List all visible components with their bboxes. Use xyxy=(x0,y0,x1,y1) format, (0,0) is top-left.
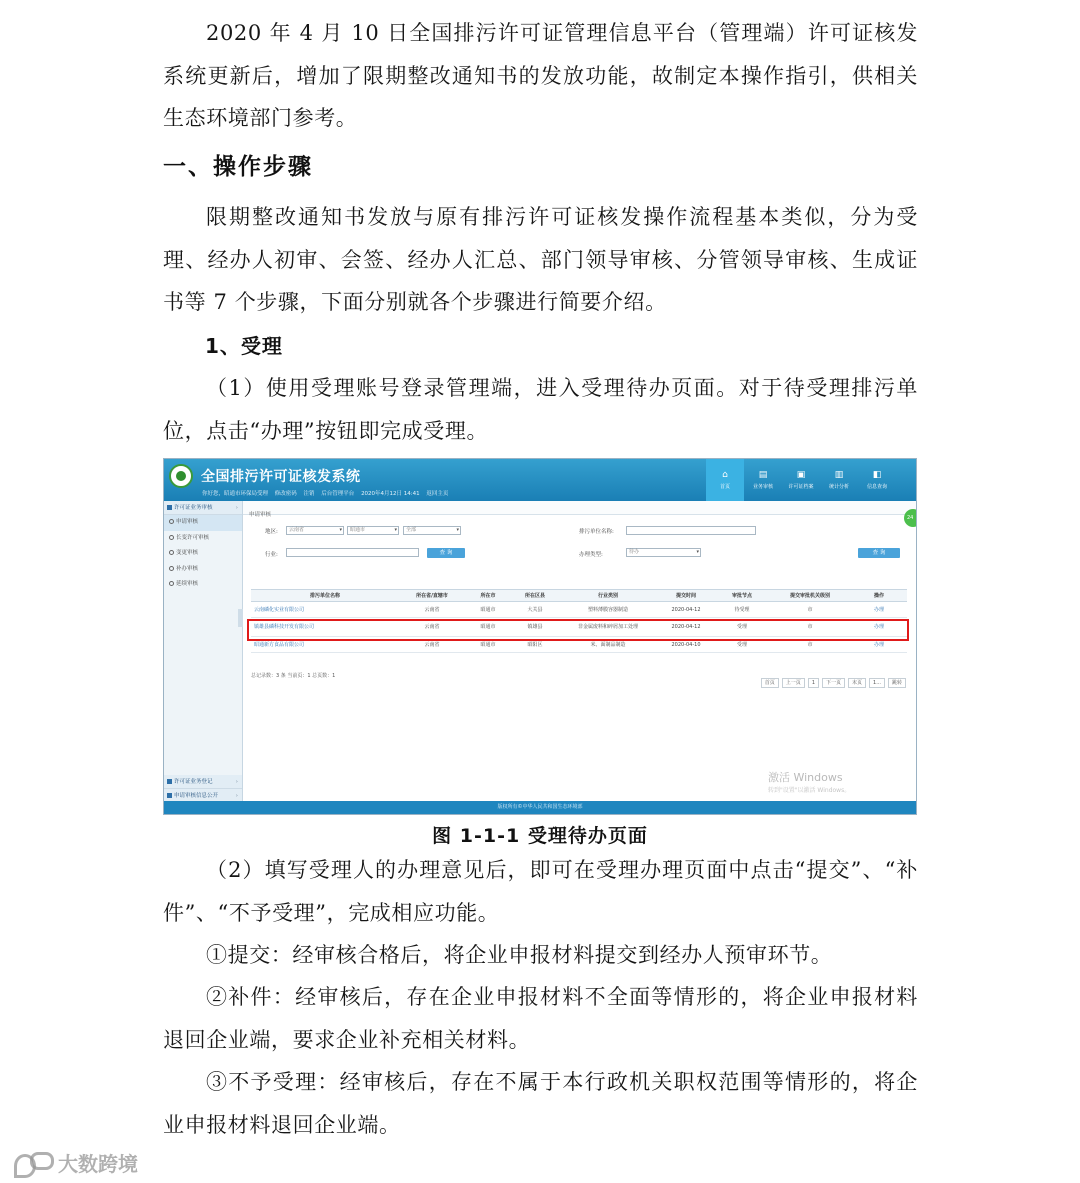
unit-name-link[interactable]: 镇雄县磷科技开发有限公司 xyxy=(251,618,399,637)
paragraph-steps: 限期整改通知书发放与原有排污许可证核发操作流程基本类似，分为受理、经办人初审、会签、经办人汇总、部门领导审核、分管领导审核、生成证书等 7 个步骤，下面分别就各个步骤进行简要介绍。 xyxy=(163,205,918,314)
pager-jump[interactable]: 跳转 xyxy=(888,678,906,688)
folder-icon xyxy=(167,793,172,798)
subsection-heading: 1、受理 xyxy=(205,334,283,358)
radio-icon xyxy=(169,519,174,524)
float-bubble-icon[interactable]: 24 xyxy=(904,509,917,527)
pager-next[interactable]: 下一页 xyxy=(822,678,845,688)
paragraph-step1: （1）使用受理账号登录管理端，进入受理待办页面。对于待受理排污单位，点击“办理”按钮即完成受理。 xyxy=(163,376,918,443)
logo-icon xyxy=(169,464,193,488)
column-header: 提交时间 xyxy=(657,590,715,602)
nav-home[interactable]: ⌂ 首页 xyxy=(706,459,744,501)
app-title: 全国排污许可证核发系统 xyxy=(201,469,361,485)
sidebar-item[interactable]: 变更审核 xyxy=(164,546,242,562)
table-cell: 云南省 xyxy=(399,637,465,653)
table-cell: 2020-04-12 xyxy=(657,618,715,637)
app-footer: 版权所有©中华人民共和国生态环境部 xyxy=(164,801,916,814)
paragraph-intro: 2020 年 4 月 10 日全国排污许可证管理信息平台（管理端）许可证核发系统更新后，增加了限期整改通知书的发放功能，故制定本操作指引，供相关生态环境部门参考。 xyxy=(163,21,918,130)
table-cell: 昭阳区 xyxy=(511,637,559,653)
user-greeting: 你好您，昭通市环保局受理 xyxy=(202,491,269,497)
paragraph-submit: ①提交：经审核合格后，将企业申报材料提交到经办人预审环节。 xyxy=(206,943,833,967)
industry-input[interactable] xyxy=(286,548,419,557)
figure-screenshot xyxy=(163,458,917,815)
unit-name-link[interactable]: 昭通新方食品有限公司 xyxy=(251,637,399,653)
sidebar-group-review[interactable]: 许可证业务审核 › xyxy=(164,501,242,515)
activation-watermark-sub: 转到"设置"以激活 Windows。 xyxy=(768,787,851,794)
column-header: 所在市 xyxy=(465,590,511,602)
table-cell: 大关县 xyxy=(511,602,559,618)
nav-info-query[interactable]: ◧ 信息查询 xyxy=(866,470,887,490)
table-cell: 塑料薄膜容器制造 xyxy=(559,602,657,618)
table-cell: 昭通市 xyxy=(465,637,511,653)
unit-name-link[interactable]: 云南磷化实业有限公司 xyxy=(251,602,399,618)
nav-permit-archive[interactable]: ▣ 许可证档案 xyxy=(788,470,814,490)
industry-label: 行业: xyxy=(265,552,278,558)
datetime: 2020年4月12日 14:41 xyxy=(361,491,420,497)
nav-statistics[interactable]: ▥ 统计分析 xyxy=(828,470,849,490)
sidebar-item[interactable]: 延续审核 xyxy=(164,577,242,593)
table-cell: 市 xyxy=(769,637,851,653)
status-select[interactable]: 待办 ▾ xyxy=(626,548,701,557)
sidebar-bottom xyxy=(164,775,242,803)
table-cell: 待受理 xyxy=(715,602,769,618)
paragraph-reject: ③不予受理：经审核后，存在不属于本行政机关职权范围等情形的，将企业申报材料退回企业端。 xyxy=(163,1070,918,1137)
table-row xyxy=(251,602,907,618)
table-cell: 受理 xyxy=(715,637,769,653)
handle-link[interactable]: 办理 xyxy=(851,637,907,653)
pager-prev[interactable]: 上一页 xyxy=(782,678,805,688)
section-heading: 一、操作步骤 xyxy=(163,154,313,180)
brand-logo-icon xyxy=(12,1150,54,1176)
table-cell: 云南省 xyxy=(399,602,465,618)
region-label: 地区: xyxy=(265,529,278,535)
paragraph-step1-2: （2）填写受理人的办理意见后，即可在受理办理页面中点击“提交”、“补件”、“不予受理”，完成相应功能。 xyxy=(163,858,918,925)
pager-page[interactable]: 1 xyxy=(808,678,819,688)
brand-watermark: 大数跨境 xyxy=(12,1148,138,1177)
table-cell: 2020-04-12 xyxy=(657,602,715,618)
doc-icon: ▤ xyxy=(758,470,768,480)
nav-business-review[interactable]: ▤ 业务审核 xyxy=(752,470,773,490)
archive-icon: ▣ xyxy=(796,470,806,480)
app-header xyxy=(164,459,916,501)
table-header xyxy=(251,590,907,602)
sidebar-group-register[interactable]: 许可证业务登记 › xyxy=(164,775,242,789)
column-header: 排污单位名称 xyxy=(251,590,399,602)
logout-link[interactable]: 注销 xyxy=(303,491,315,497)
radio-icon xyxy=(169,581,174,586)
column-header: 操作 xyxy=(851,590,907,602)
pager-first[interactable]: 首页 xyxy=(761,678,779,688)
home-link[interactable]: 返回主页 xyxy=(426,491,449,497)
chart-icon: ◧ xyxy=(872,470,882,480)
figure-caption: 图 1-1-1 受理待办页面 xyxy=(432,825,648,847)
column-header: 所在区县 xyxy=(511,590,559,602)
province-select[interactable]: 云南省 ▾ xyxy=(286,526,344,535)
table-cell: 米、面制品制造 xyxy=(559,637,657,653)
table-cell: 受理 xyxy=(715,618,769,637)
chevron-icon: › xyxy=(235,793,238,799)
table-cell: 非金属废料和碎屑加工处理 xyxy=(559,618,657,637)
table-cell: 昭通市 xyxy=(465,602,511,618)
pagination xyxy=(758,678,906,688)
activation-watermark: 激活 Windows xyxy=(768,771,843,784)
pager-last[interactable]: 末页 xyxy=(848,678,866,688)
admin-platform-link[interactable]: 后台管理平台 xyxy=(321,491,355,497)
folder-icon xyxy=(167,505,172,510)
table-cell: 市 xyxy=(769,602,851,618)
red-highlight-box xyxy=(247,619,909,641)
radio-icon xyxy=(169,550,174,555)
table-cell: 镇雄县 xyxy=(511,618,559,637)
paragraph-supplement: ②补件：经审核后，存在企业申报材料不全面等情形的，将企业申报材料退回企业端，要求企业补充相关材料。 xyxy=(163,985,918,1052)
pager-input[interactable]: 1... xyxy=(869,678,885,688)
sidebar-group-public[interactable]: 申请审核信息公开 › xyxy=(164,789,242,803)
unit-name-label: 排污单位名称: xyxy=(579,529,614,535)
column-header: 所在省/直辖市 xyxy=(399,590,465,602)
chevron-icon: › xyxy=(235,779,238,785)
status-label: 办理类型: xyxy=(579,552,603,558)
sidebar xyxy=(164,501,243,803)
handle-link[interactable]: 办理 xyxy=(851,602,907,618)
district-select[interactable]: 全部 ▾ xyxy=(403,526,461,535)
table-cell: 昭通市 xyxy=(465,618,511,637)
chevron-icon: › xyxy=(235,505,238,511)
table-cell: 2020-04-10 xyxy=(657,637,715,653)
tab-apply-review[interactable]: 申请审核 xyxy=(249,512,272,518)
top-navigation xyxy=(706,459,896,501)
query-button-2[interactable]: 查 询 xyxy=(858,548,900,558)
radio-icon xyxy=(169,566,174,571)
city-select[interactable]: 昭通市 ▾ xyxy=(347,526,399,535)
table-cell: 云南省 xyxy=(399,618,465,637)
main-content xyxy=(243,501,916,803)
column-header: 行业类别 xyxy=(559,590,657,602)
query-button[interactable]: 查 询 xyxy=(427,548,465,558)
stats-icon: ▥ xyxy=(834,470,844,480)
sidebar-collapse-handle[interactable] xyxy=(238,609,243,627)
header-info xyxy=(202,489,453,497)
record-summary: 总记录数：3 条 当前页：1 总页数：1 xyxy=(251,673,336,679)
sidebar-item[interactable]: 长变许可审核 xyxy=(164,531,242,547)
table-cell: 市 xyxy=(769,618,851,637)
unit-name-input[interactable] xyxy=(626,526,756,535)
column-header: 审批节点 xyxy=(715,590,769,602)
change-password-link[interactable]: 修改密码 xyxy=(274,491,297,497)
home-icon: ⌂ xyxy=(722,470,728,480)
handle-link[interactable]: 办理 xyxy=(851,618,907,637)
radio-icon xyxy=(169,535,174,540)
sidebar-item[interactable]: 申请审核 xyxy=(164,515,242,531)
sidebar-item[interactable]: 补办审核 xyxy=(164,562,242,578)
column-header: 提交审批机关级别 xyxy=(769,590,851,602)
folder-icon xyxy=(167,779,172,784)
